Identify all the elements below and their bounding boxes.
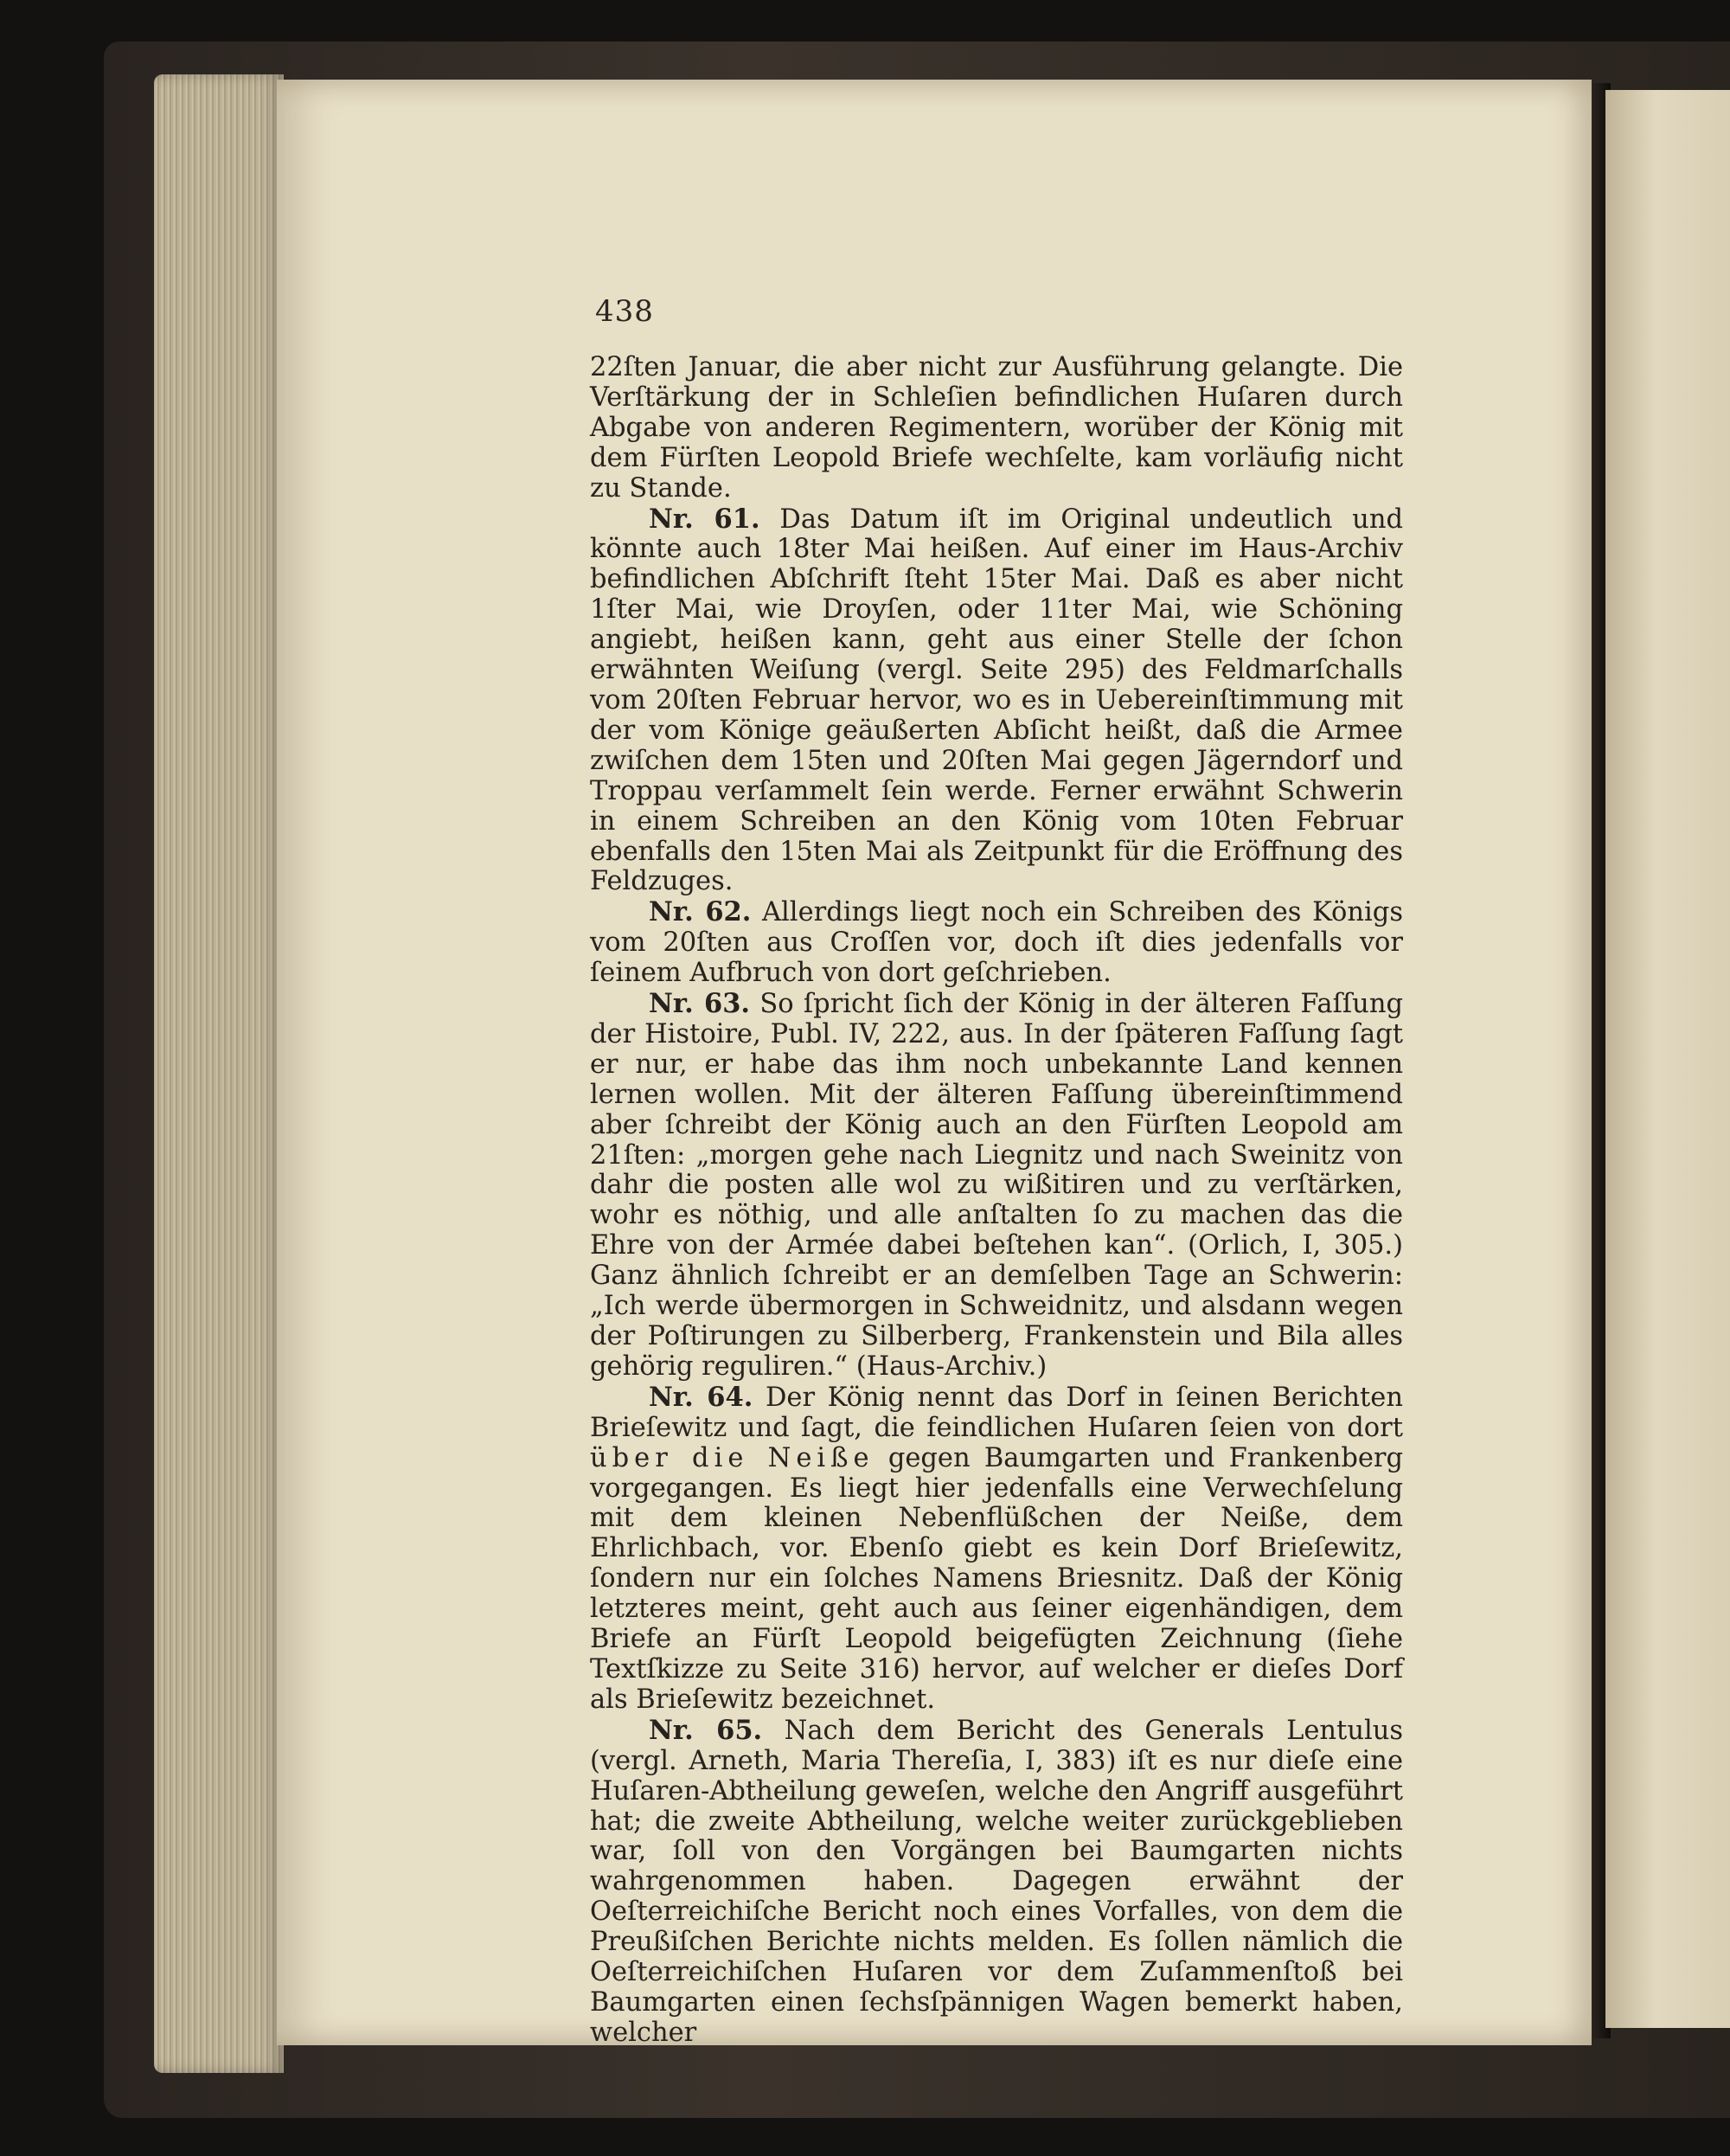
note-number: Nr. 63. [649, 988, 751, 1020]
note-text: Das Datum iſt im Original undeutlich und könnte auch 18ter Mai heißen. Auf einer im Haus-Archiv befindlichen Abſchrift ſteht 15ter Mai. Daß es aber nicht 1ſter Mai, wie Droyſen, oder 11ter Mai, wie Schöning angiebt, heißen kann, geht aus einer Stelle der ſchon erwähnten Weiſung (vergl. Seite 295) des Feldmarſchalls vom 20ſten Februar hervor, wo es in Uebereinſtimmung mit der vom Könige geäußerten Abſicht heißt, daß die Armee zwiſchen dem 15ten und 20ſten Mai gegen Jägerndorf und Troppau verſammelt ſein werde. Ferner erwähnt Schwerin in einem Schreiben an den König vom 10ten Februar ebenfalls den 15ten Mai als Zeitpunkt für die Eröffnung des Feldzuges. [590, 504, 1403, 897]
note-65 [590, 1716, 1403, 2049]
note-64 [590, 1383, 1403, 1716]
paragraph-text: 22ſten Januar, die aber nicht zur Ausführung gelangte. Die Verſtärkung der in Schleſien befindlichen Huſaren durch Abgabe von anderen Regimentern, worüber der König mit dem Fürſten Leopold Briefe wechſelte, kam vorläufig nicht zu Stande. [590, 352, 1403, 504]
note-text-spaced: über die Neiße [590, 1442, 875, 1473]
note-text: Allerdings liegt noch ein Schreiben des Königs vom 20ſten aus Croſſen vor, doch iſt dies jedenfalls vor ſeinem Aufbruch von dort geſchrieben. [590, 897, 1403, 989]
facing-page-edge [1605, 90, 1730, 2028]
paragraph-continuation [590, 353, 1403, 504]
note-63 [590, 989, 1403, 1383]
note-text-after: gegen Baumgarten und Frankenberg vorgegangen. Es liegt hier jedenfalls eine Verwechſelung mit dem kleinen Nebenflüßchen der Neiße, dem Ehrlichbach, vor. Ebenſo giebt es kein Dorf Brieſewitz, ſondern nur ein ſolches Namens Briesnitz. Daß der König letzteres meint, geht auch aus ſeiner eigenhändigen, dem Briefe an Fürſt Leopold beigefügten Zeichnung (ſiehe Textſkizze zu Seite 316) hervor, auf welcher er dieſes Dorf als Brieſewitz bezeichnet. [590, 1442, 1403, 1715]
note-number: Nr. 62. [649, 896, 752, 928]
page-number: 438 [595, 294, 654, 329]
note-text-before: Der König nennt das Dorf in ſeinen Berichten Brieſewitz und ſagt, die feindlichen Huſaren ſeien von dort [590, 1382, 1403, 1443]
note-number: Nr. 64. [649, 1381, 753, 1413]
note-number: Nr. 61. [649, 503, 760, 535]
note-62 [590, 897, 1403, 989]
note-number: Nr. 65. [649, 1714, 763, 1746]
note-61 [590, 504, 1403, 898]
note-text: Nach dem Bericht des Generals Lentulus (vergl. Arneth, Maria Thereſia, I, 383) iſt es nur dieſe eine Huſaren-Abtheilung geweſen, welche den Angriff ausgeführt hat; die zweite Abtheilung, welche weiter zurückgeblieben war, ſoll von den Vorgängen bei Baumgarten nichts wahrgenommen haben. Dagegen erwähnt der Oeſterreichiſche Bericht noch eines Vorfalles, von dem die Preußiſchen Berichte nichts melden. Es ſollen nämlich die Oeſterreichiſchen Huſaren vor dem Zuſammenſtoß bei Baumgarten einen ſechsſpännigen Wagen bemerkt haben, welcher [590, 1715, 1404, 2048]
page-text [590, 353, 1403, 2049]
page-edges [154, 74, 284, 2073]
note-text: So ſpricht ſich der König in der älteren Faſſung der Histoire, Publ. IV, 222, aus. In der ſpäteren Faſſung ſagt er nur, er habe das ihm noch unbekannte Land kennen lernen wollen. Mit der älteren Faſſung übereinſtimmend aber ſchreibt der König auch an den Fürſten Leopold am 21ſten: „morgen gehe nach Liegnitz und nach Sweinitz von dahr die posten alle wol zu wißitiren und zu verſtärken, wohr es nöthig, und alle anſtalten ſo zu machen das die Ehre von der Armée dabei beſtehen kan“. (Orlich, I, 305.) Ganz ähnlich ſchreibt er an demſelben Tage an Schwerin: „Ich werde übermorgen in Schweidnitz, und alsdann wegen der Poſtirungen zu Silberberg, Frankenstein und Bila alles gehörig reguliren.“ (Haus-Archiv.) [590, 989, 1403, 1382]
